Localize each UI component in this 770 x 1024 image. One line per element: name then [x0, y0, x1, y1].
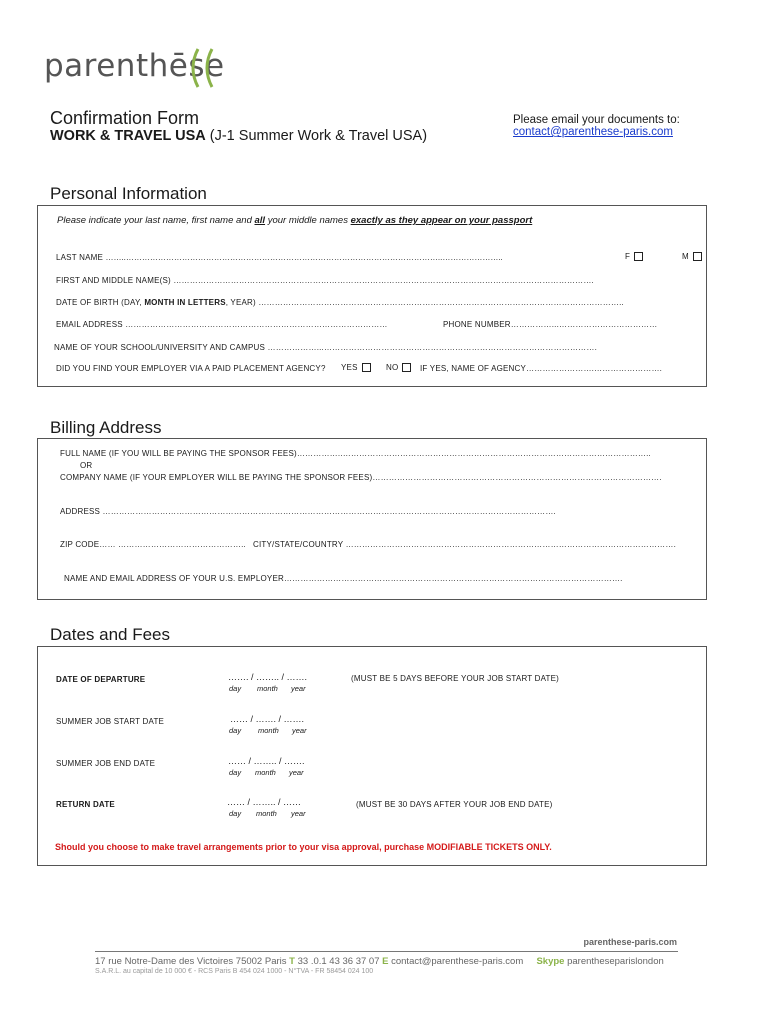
day-label: day — [229, 684, 242, 693]
agency-no-option[interactable]: NO — [386, 363, 411, 372]
year-label: year — [291, 809, 306, 818]
billing-heading: Billing Address — [50, 418, 162, 437]
first-middle-name-field[interactable]: FIRST AND MIDDLE NAME(S) ………………………………………………………………………………………………………………………………………. — [56, 276, 594, 285]
departure-note: (MUST BE 5 DAYS BEFORE YOUR JOB START DATE) — [351, 674, 560, 683]
day-label: day — [229, 768, 242, 777]
return-note: (MUST BE 30 DAYS AFTER YOUR JOB END DATE) — [356, 800, 553, 809]
program-name: WORK & TRAVEL USA — [50, 128, 206, 144]
footer-divider — [95, 951, 678, 952]
year-label: year — [291, 684, 306, 693]
sex-f-checkbox[interactable] — [634, 252, 643, 261]
form-subtitle — [50, 128, 427, 144]
form-title: Confirmation Form — [50, 108, 200, 128]
footer-contact: 17 rue Notre-Dame des Victoires 75002 Paris T 33 .0.1 43 36 37 07 E contact@parenthese-paris.com Skype parentheseparislondon — [95, 956, 664, 967]
dates-heading: Dates and Fees — [50, 625, 171, 644]
agency-question: DID YOU FIND YOUR EMPLOYER VIA A PAID PLACEMENT AGENCY? — [56, 364, 326, 373]
job-start-label: SUMMER JOB START DATE — [56, 717, 165, 726]
program-detail: (J-1 Summer Work & Travel USA) — [205, 128, 428, 144]
school-field[interactable]: NAME OF YOUR SCHOOL/UNIVERSITY AND CAMPUS ………………...………………………………………………………………………………………. — [54, 343, 597, 352]
billing-city-field[interactable]: CITY/STATE/COUNTRY …………………………………………………………………………………………………………. — [253, 540, 677, 549]
ticket-warning: Should you choose to make travel arrangements prior to your visa approval, purchase MODIFIABLE TICKETS ONLY. — [55, 842, 552, 852]
departure-label: DATE OF DEPARTURE — [56, 675, 146, 684]
logo-parentheses-icon — [190, 43, 230, 93]
contact-email-link[interactable]: contact@parenthese-paris.com — [513, 126, 673, 138]
billing-full-name-field[interactable]: FULL NAME (IF YOU WILL BE PAYING THE SPONSOR FEES)……………..………………………………………………………………………………………………….. — [60, 449, 651, 458]
last-name-field[interactable]: LAST NAME ……..………………………………………………………………………………………………………..………………….. — [56, 253, 503, 262]
month-label: month — [256, 809, 277, 818]
month-label: month — [258, 726, 279, 735]
job-start-date-field[interactable]: …… / ……. / ……. — [230, 714, 305, 724]
email-address-field[interactable]: EMAIL ADDRESS …………………………………………………………………………………… — [56, 320, 388, 329]
personal-heading: Personal Information — [50, 184, 207, 203]
job-end-label: SUMMER JOB END DATE — [56, 759, 156, 768]
footer-legal: S.A.R.L. au capital de 10 000 € - RCS Paris B 454 024 1000 - N°TVA - FR 58454 024 100 — [95, 968, 374, 975]
agency-yes-option[interactable]: YES — [341, 363, 371, 372]
agency-name-field[interactable]: IF YES, NAME OF AGENCY…………………….……………………. — [420, 364, 663, 373]
year-label: year — [289, 768, 304, 777]
agency-yes-checkbox[interactable] — [362, 363, 371, 372]
billing-or: OR — [80, 461, 93, 470]
personal-box — [37, 205, 707, 387]
passport-note: Please indicate your last name, first name and all your middle names exactly as they appear on your passport — [57, 215, 533, 226]
email-prompt: Please email your documents to: — [513, 114, 680, 126]
footer-website: parenthese-paris.com — [583, 937, 677, 947]
sex-m-checkbox[interactable] — [693, 252, 702, 261]
agency-no-checkbox[interactable] — [402, 363, 411, 372]
logo-text: parenthēse — [44, 48, 225, 84]
day-label: day — [229, 726, 242, 735]
date-of-birth-field[interactable]: DATE OF BIRTH (DAY, MONTH IN LETTERS, YEAR) …………………………………………………………………………………………………………………….. — [56, 298, 624, 307]
month-label: month — [257, 684, 278, 693]
phone-number-field[interactable]: PHONE NUMBER……………...……………………………… — [443, 320, 658, 329]
year-label: year — [292, 726, 307, 735]
billing-zip-field[interactable]: ZIP CODE…… ……………………………………….. — [60, 540, 246, 549]
month-label: month — [255, 768, 276, 777]
sex-m-option[interactable]: M — [682, 252, 702, 261]
sex-f-option[interactable]: F — [625, 252, 643, 261]
day-label: day — [229, 809, 242, 818]
return-date-field[interactable]: …… / …….. / …… — [227, 797, 302, 807]
email-note — [513, 114, 680, 138]
billing-address-field[interactable]: ADDRESS …………………………………………………………………………………………………………………………………………………. — [60, 507, 556, 516]
billing-company-field[interactable]: COMPANY NAME (IF YOUR EMPLOYER WILL BE PAYING THE SPONSOR FEES)……………………………………………………………………………………………. — [60, 473, 662, 482]
return-label: RETURN DATE — [56, 800, 115, 809]
job-end-date-field[interactable]: …… / …….. / ……. — [228, 756, 305, 766]
billing-employer-field[interactable]: NAME AND EMAIL ADDRESS OF YOUR U.S. EMPLOYER……………………………………………………………………………………………………………. — [64, 574, 623, 583]
logo — [44, 46, 225, 96]
departure-date-field[interactable]: ……. / …….. / ……. — [228, 672, 308, 682]
